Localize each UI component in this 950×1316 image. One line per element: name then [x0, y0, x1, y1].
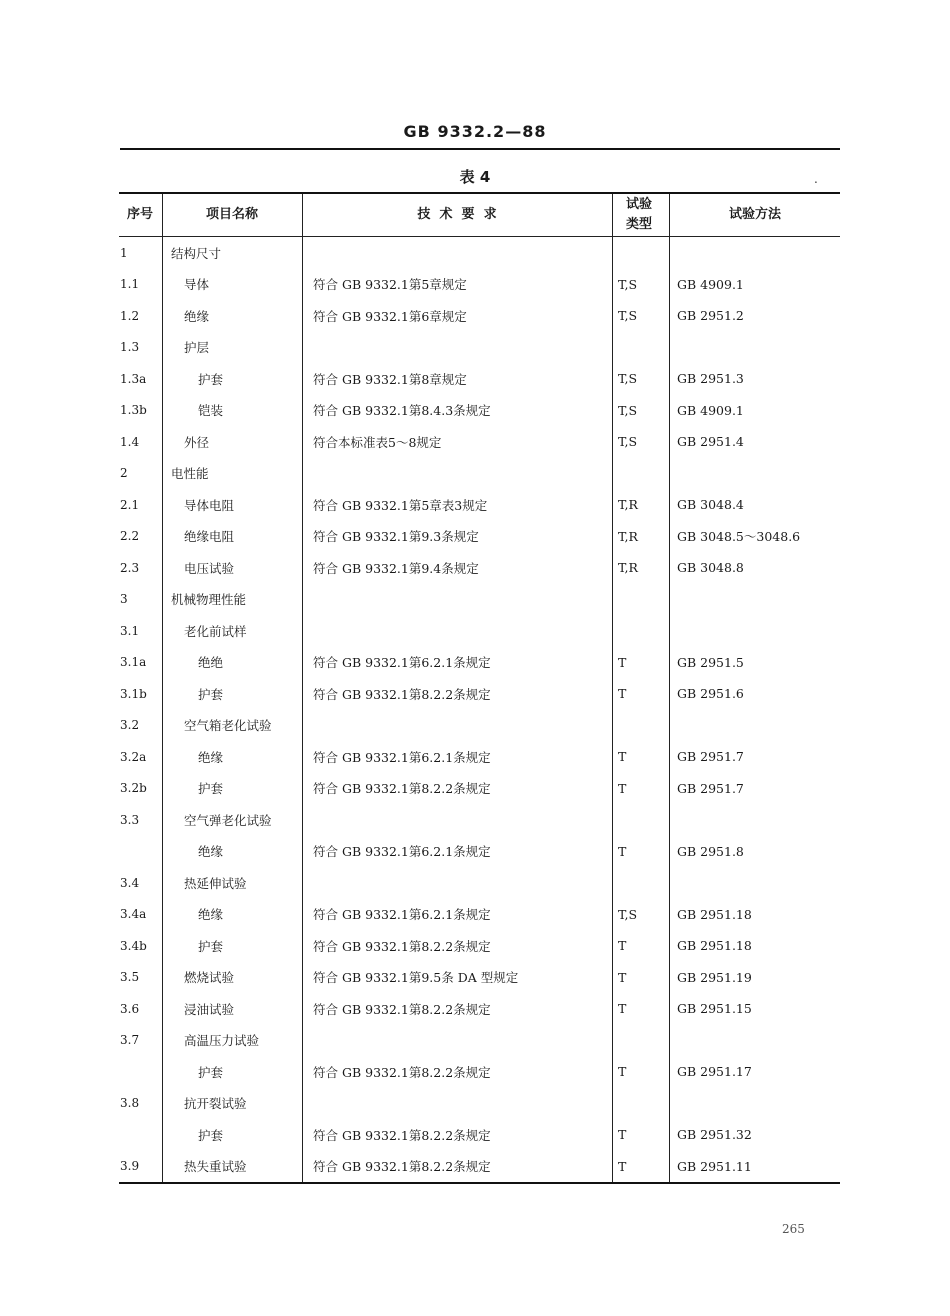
cell-test-method: GB 2951.18: [677, 938, 752, 954]
table-row: [119, 836, 840, 868]
cell-item-name: 浸油试验: [184, 1001, 235, 1017]
table-row: [119, 269, 840, 301]
cell-requirement: [303, 237, 611, 269]
cell-requirement: [303, 1025, 611, 1057]
cell-requirement: 符合 GB 9332.1第8.4.3条规定: [313, 403, 491, 419]
cell-test-method: GB 2951.3: [677, 371, 744, 387]
cell-test-type: T,R: [618, 560, 638, 576]
header-test-type-line1: 试验: [625, 197, 652, 212]
cell-requirement: [303, 584, 611, 616]
cell-requirement: 符合 GB 9332.1第8.2.2条规定: [313, 781, 491, 797]
cell-item-name: 导体: [184, 277, 210, 293]
header-test-type-line2: 类型: [625, 217, 652, 232]
cell-seq: 1.1: [120, 277, 140, 292]
cell-requirement: [303, 458, 611, 490]
cell-item-name: 护套: [198, 686, 224, 702]
table-row: [119, 1119, 840, 1151]
cell-item-name: 绝绝: [198, 655, 224, 671]
cell-test-method: GB 4909.1: [677, 402, 744, 418]
cell-test-type: T: [618, 686, 627, 702]
cell-test-method: GB 2951.17: [677, 1064, 752, 1080]
cell-seq: 2: [120, 466, 128, 481]
cell-test-method: [670, 237, 840, 269]
cell-item-name: 热延伸试验: [184, 875, 247, 891]
cell-requirement: 符合 GB 9332.1第9.5条 DA 型规定: [313, 970, 519, 986]
cell-test-method: [670, 1088, 840, 1120]
cell-test-method: GB 4909.1: [677, 276, 744, 292]
cell-seq: 1.2: [120, 308, 140, 323]
table-row: [119, 395, 840, 427]
cell-item-name: 绝缘: [198, 844, 224, 860]
cell-test-method: GB 2951.15: [677, 1001, 752, 1017]
cell-test-method: GB 3048.5～3048.6: [677, 529, 801, 545]
cell-item-name: 绝缘: [198, 749, 224, 765]
cell-test-type: T: [618, 749, 627, 765]
table-row: [119, 647, 840, 679]
cell-test-type: T: [618, 1127, 627, 1143]
cell-requirement: 符合 GB 9332.1第5章表3规定: [313, 497, 488, 513]
cell-test-method: GB 2951.7: [677, 749, 744, 765]
cell-test-type: [613, 1025, 665, 1057]
cell-test-method: [670, 584, 840, 616]
table-row: [119, 804, 840, 836]
header-test-type: [613, 194, 665, 236]
table-row: [119, 1056, 840, 1088]
table-row: [119, 363, 840, 395]
cell-item-name: 护套: [198, 371, 224, 387]
cell-seq: [119, 1056, 162, 1088]
cell-test-type: T: [618, 1158, 627, 1174]
cell-seq: 3.4: [120, 875, 140, 890]
cell-requirement: [303, 1088, 611, 1120]
cell-test-method: [670, 458, 840, 490]
cell-item-name: 绝缘: [198, 907, 224, 923]
cell-seq: 3.1b: [120, 686, 147, 701]
table-row: [119, 1151, 840, 1183]
cell-item-name: 电性能: [171, 466, 209, 482]
table-caption: 表 4: [459, 168, 491, 186]
cell-seq: 3.2a: [120, 749, 147, 764]
table-row: [119, 962, 840, 994]
cell-requirement: [303, 615, 611, 647]
cell-seq: [119, 1119, 162, 1151]
cell-item-name: 空气弹老化试验: [184, 812, 272, 828]
cell-requirement: 符合 GB 9332.1第6.2.1条规定: [313, 655, 491, 671]
cell-test-type: T: [618, 938, 627, 954]
cell-requirement: [303, 332, 611, 364]
cell-requirement: 符合 GB 9332.1第8.2.2条规定: [313, 1064, 491, 1080]
cell-test-type: T: [618, 654, 627, 670]
cell-item-name: 护套: [198, 938, 224, 954]
table-row: [119, 584, 840, 616]
table-row: [119, 1088, 840, 1120]
cell-test-type: T: [618, 843, 627, 859]
cell-test-method: GB 2951.6: [677, 686, 744, 702]
cell-test-type: [613, 584, 665, 616]
cell-test-method: GB 3048.4: [677, 497, 744, 513]
table-row: [119, 993, 840, 1025]
cell-seq: 3.1: [120, 623, 140, 638]
cell-seq: 3.9: [120, 1159, 140, 1174]
cell-test-type: T,R: [618, 497, 638, 513]
cell-item-name: 外径: [184, 434, 210, 450]
table-row: [119, 521, 840, 553]
cell-test-type: [613, 1088, 665, 1120]
cell-seq: 3.8: [120, 1096, 140, 1111]
cell-item-name: 护套: [198, 1064, 224, 1080]
cell-seq: 3.4a: [120, 907, 147, 922]
cell-requirement: 符合 GB 9332.1第6.2.1条规定: [313, 907, 491, 923]
cell-seq: 2.1: [120, 497, 140, 512]
cell-item-name: 护套: [198, 1127, 224, 1143]
cell-seq: 3.2b: [120, 781, 147, 796]
cell-item-name: 燃烧试验: [184, 970, 235, 986]
cell-seq: 3: [120, 592, 128, 607]
cell-test-method: GB 2951.2: [677, 308, 744, 324]
cell-requirement: 符合 GB 9332.1第8章规定: [313, 371, 467, 387]
cell-test-type: T: [618, 1064, 627, 1080]
cell-seq: [119, 836, 162, 868]
cell-seq: 3.5: [120, 970, 140, 985]
cell-requirement: [303, 867, 611, 899]
cell-seq: 3.3: [120, 812, 140, 827]
cell-item-name: 空气箱老化试验: [184, 718, 272, 734]
cell-requirement: 符合 GB 9332.1第9.4条规定: [313, 560, 479, 576]
cell-seq: 1: [120, 245, 128, 260]
cell-seq: 3.4b: [120, 938, 147, 953]
cell-test-type: T: [618, 1001, 627, 1017]
cell-requirement: 符合 GB 9332.1第6章规定: [313, 308, 467, 324]
table-row: [119, 300, 840, 332]
cell-requirement: 符合 GB 9332.1第8.2.2条规定: [313, 938, 491, 954]
header-test-method: 试验方法: [728, 207, 781, 222]
cell-test-method: GB 2951.18: [677, 906, 752, 922]
cell-seq: 1.3: [120, 340, 140, 355]
cell-requirement: [303, 804, 611, 836]
cell-item-name: 机械物理性能: [171, 592, 247, 608]
cell-test-type: [613, 332, 665, 364]
header-item-name: 项目名称: [205, 207, 258, 222]
page-number: 265: [782, 1222, 805, 1236]
cell-item-name: 护层: [184, 340, 210, 356]
cell-test-type: T: [618, 969, 627, 985]
table-row: [119, 552, 840, 584]
cell-seq: 3.7: [120, 1033, 140, 1048]
cell-requirement: 符合 GB 9332.1第8.2.2条规定: [313, 1159, 491, 1175]
table-body: [119, 237, 840, 1182]
cell-item-name: 护套: [198, 781, 224, 797]
cell-requirement: [303, 710, 611, 742]
cell-test-type: T,S: [618, 906, 638, 922]
cell-test-method: GB 3048.8: [677, 560, 744, 576]
cell-requirement: 符合 GB 9332.1第6.2.1条规定: [313, 844, 491, 860]
cell-test-method: [670, 710, 840, 742]
cell-item-name: 热失重试验: [184, 1159, 247, 1175]
cell-test-method: [670, 615, 840, 647]
header-requirement: 技 术 要 求: [417, 207, 497, 222]
cell-test-type: T,S: [618, 276, 638, 292]
table-row: [119, 615, 840, 647]
table-row: [119, 237, 840, 269]
cell-test-type: T: [618, 780, 627, 796]
cell-requirement: 符合 GB 9332.1第9.3条规定: [313, 529, 479, 545]
cell-seq: 2.2: [120, 529, 140, 544]
cell-test-method: GB 2951.4: [677, 434, 744, 450]
cell-item-name: 高温压力试验: [184, 1033, 260, 1049]
table-row: [119, 458, 840, 490]
cell-seq: 3.1a: [120, 655, 147, 670]
cell-seq: 1.3b: [120, 403, 147, 418]
cell-test-type: T,S: [618, 402, 638, 418]
cell-test-type: [613, 804, 665, 836]
table-row: [119, 678, 840, 710]
cell-seq: 3.2: [120, 718, 140, 733]
table-row: [119, 1025, 840, 1057]
table-row: [119, 489, 840, 521]
cell-seq: 2.3: [120, 560, 140, 575]
cell-test-type: T,R: [618, 528, 638, 544]
cell-test-method: GB 2951.5: [677, 654, 744, 670]
cell-item-name: 电压试验: [184, 560, 235, 576]
cell-test-method: [670, 804, 840, 836]
cell-requirement: 符合 GB 9332.1第8.2.2条规定: [313, 686, 491, 702]
cell-requirement: 符合 GB 9332.1第8.2.2条规定: [313, 1127, 491, 1143]
cell-test-type: T,S: [618, 371, 638, 387]
cell-test-method: [670, 1025, 840, 1057]
cell-requirement: 符合 GB 9332.1第6.2.1条规定: [313, 749, 491, 765]
cell-test-type: [613, 615, 665, 647]
cell-item-name: 铠装: [198, 403, 224, 419]
table-row: [119, 332, 840, 364]
table-header-row: [119, 194, 840, 237]
cell-seq: 3.6: [120, 1001, 140, 1016]
cell-test-method: [670, 332, 840, 364]
table-row: [119, 773, 840, 805]
cell-test-type: T,S: [618, 434, 638, 450]
cell-test-type: [613, 710, 665, 742]
standard-number-header: GB 9332.2—88: [403, 122, 547, 141]
cell-test-type: [613, 458, 665, 490]
cell-item-name: 抗开裂试验: [184, 1096, 247, 1112]
table-row: [119, 899, 840, 931]
cell-seq: 1.4: [120, 434, 140, 449]
header-rule: [120, 148, 840, 150]
cell-requirement: 符合 GB 9332.1第8.2.2条规定: [313, 1001, 491, 1017]
cell-test-method: GB 2951.19: [677, 969, 752, 985]
table-row: [119, 930, 840, 962]
cell-test-type: T,S: [618, 308, 638, 324]
cell-test-method: GB 2951.8: [677, 843, 744, 859]
cell-item-name: 绝缘: [184, 308, 210, 324]
spec-table: [119, 192, 840, 1184]
scan-speck: .: [814, 172, 818, 186]
cell-seq: 1.3a: [120, 371, 147, 386]
cell-test-method: GB 2951.32: [677, 1127, 752, 1143]
cell-item-name: 老化前试样: [184, 623, 247, 639]
header-seq: 序号: [126, 207, 153, 222]
cell-test-type: [613, 237, 665, 269]
cell-test-method: [670, 867, 840, 899]
cell-item-name: 结构尺寸: [171, 245, 222, 261]
cell-item-name: 导体电阻: [184, 497, 235, 513]
table-row: [119, 741, 840, 773]
table-row: [119, 426, 840, 458]
table-row: [119, 867, 840, 899]
cell-test-method: GB 2951.11: [677, 1158, 752, 1174]
cell-test-type: [613, 867, 665, 899]
cell-test-method: GB 2951.7: [677, 780, 744, 796]
cell-item-name: 绝缘电阻: [184, 529, 235, 545]
table-row: [119, 710, 840, 742]
cell-requirement: 符合 GB 9332.1第5章规定: [313, 277, 467, 293]
cell-requirement: 符合本标准表5～8规定: [313, 434, 442, 450]
